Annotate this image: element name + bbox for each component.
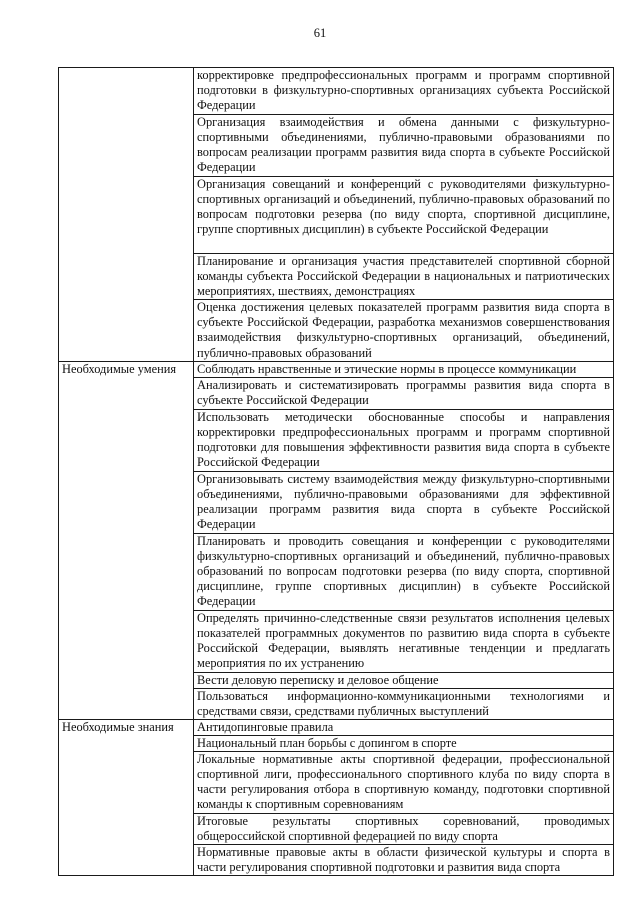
- list-item: [194, 409, 614, 471]
- page-number: 61: [313, 26, 327, 40]
- list-item: [194, 378, 614, 409]
- item-text: Организация взаимодействия и обмена данными с физкультурно-спортивными объединениями, публично-правовыми образованиями по вопросам реализации программ развития вида спорта в субъекте Российской Федерации: [197, 115, 610, 175]
- section-label-skills: Необходимые умения: [59, 362, 194, 720]
- item-text: Организация совещаний и конференций с руководителями физкультурно-спортивных организаций и объединений, публично-правовых образований по вопросам подготовки резерва (по виду спорта, спортивной дисциплине, группе спортивных дисциплин) в субъекте Российской Федерации: [197, 177, 610, 237]
- list-item: [194, 177, 614, 254]
- list-item: [194, 735, 614, 751]
- item-text: Нормативные правовые акты в области физической культуры и спорта в части регулирования спортивной подготовки и развития вида спорта: [197, 845, 610, 875]
- section-label-knowledge: Необходимые знания: [59, 719, 194, 876]
- item-text: Использовать методически обоснованные способы и направления корректировки предпрофессиональных программ и программ спортивной подготовки для повышения эффективности развития вида спорта в субъекте Российской Федерации: [197, 409, 610, 469]
- list-item: [194, 533, 614, 610]
- item-text: Вести деловую переписку и деловое общение: [197, 672, 439, 687]
- item-text: Антидопинговые правила: [197, 719, 334, 734]
- item-text: Национальный план борьбы с допингом в спорте: [197, 735, 457, 750]
- list-item: [194, 610, 614, 672]
- list-item: [194, 115, 614, 177]
- item-text: Организовывать систему взаимодействия между физкультурно-спортивными объединениями, публично-правовыми образованиями для эффективной реализации программ развития вида спорта в субъекте Российской Федерации: [197, 471, 610, 531]
- table-row: [59, 68, 614, 115]
- item-text: Итоговые результаты спортивных соревнований, проводимых общероссийской спортивной федерацией по виду спорта: [197, 814, 610, 844]
- list-item: [194, 672, 614, 688]
- list-item: [194, 719, 614, 735]
- table-row: [59, 719, 614, 735]
- list-item: [194, 814, 614, 845]
- item-text: Анализировать и систематизировать программы развития вида спорта в субъекте Российской Федерации: [197, 378, 610, 408]
- list-item: [194, 471, 614, 533]
- list-item: [194, 254, 614, 300]
- list-item: [194, 300, 614, 362]
- item-text: Соблюдать нравственные и этические нормы в процессе коммуникации: [197, 362, 577, 377]
- item-text: Планирование и организация участия представителей спортивной сборной команды субъекта Российской Федерации в национальных и патриотических мероприятиях, шествиях, демонстрациях: [197, 254, 610, 299]
- item-text: Определять причинно-следственные связи результатов исполнения целевых показателей программных документов по развитию вида спорта в субъекте Российской Федерации, выявлять негативные тенденции и предлагать мероприятия по их устранению: [197, 610, 610, 670]
- list-item: [194, 752, 614, 814]
- competency-table: [58, 67, 614, 876]
- list-item: [194, 845, 614, 876]
- list-item: [194, 68, 614, 115]
- section-label-continuation: [59, 68, 194, 362]
- table-row: [59, 362, 614, 378]
- list-item: [194, 362, 614, 378]
- list-item: [194, 688, 614, 719]
- item-text: Планировать и проводить совещания и конференции с руководителями физкультурно-спортивных организаций и объединений, публично-правовых образований по вопросам подготовки резерва (по виду спорта, спортивной дисциплине, группе спортивных дисциплин) в субъекте Российской Федерации: [197, 533, 610, 608]
- item-text: Пользоваться информационно-коммуникационными технологиями и средствами связи, средствами публичных выступлений: [197, 688, 610, 718]
- item-text: Оценка достижения целевых показателей программ развития вида спорта в субъекте Российской Федерации, разработка механизмов совершенствования взаимодействия физкультурно-спортивных организаций, объединений, публично-правовых образований: [197, 300, 610, 360]
- item-text: корректировке предпрофессиональных программ и программ спортивной подготовки в физкультурно-спортивных организациях субъекта Российской Федерации: [197, 68, 610, 113]
- item-text: Локальные нормативные акты спортивной федерации, профессиональной спортивной лиги, профессионального спортивного клуба по виду спорта в части регулирования отбора в спортивную команду, подготовки спортивной команды к спортивным соревнованиям: [197, 752, 610, 812]
